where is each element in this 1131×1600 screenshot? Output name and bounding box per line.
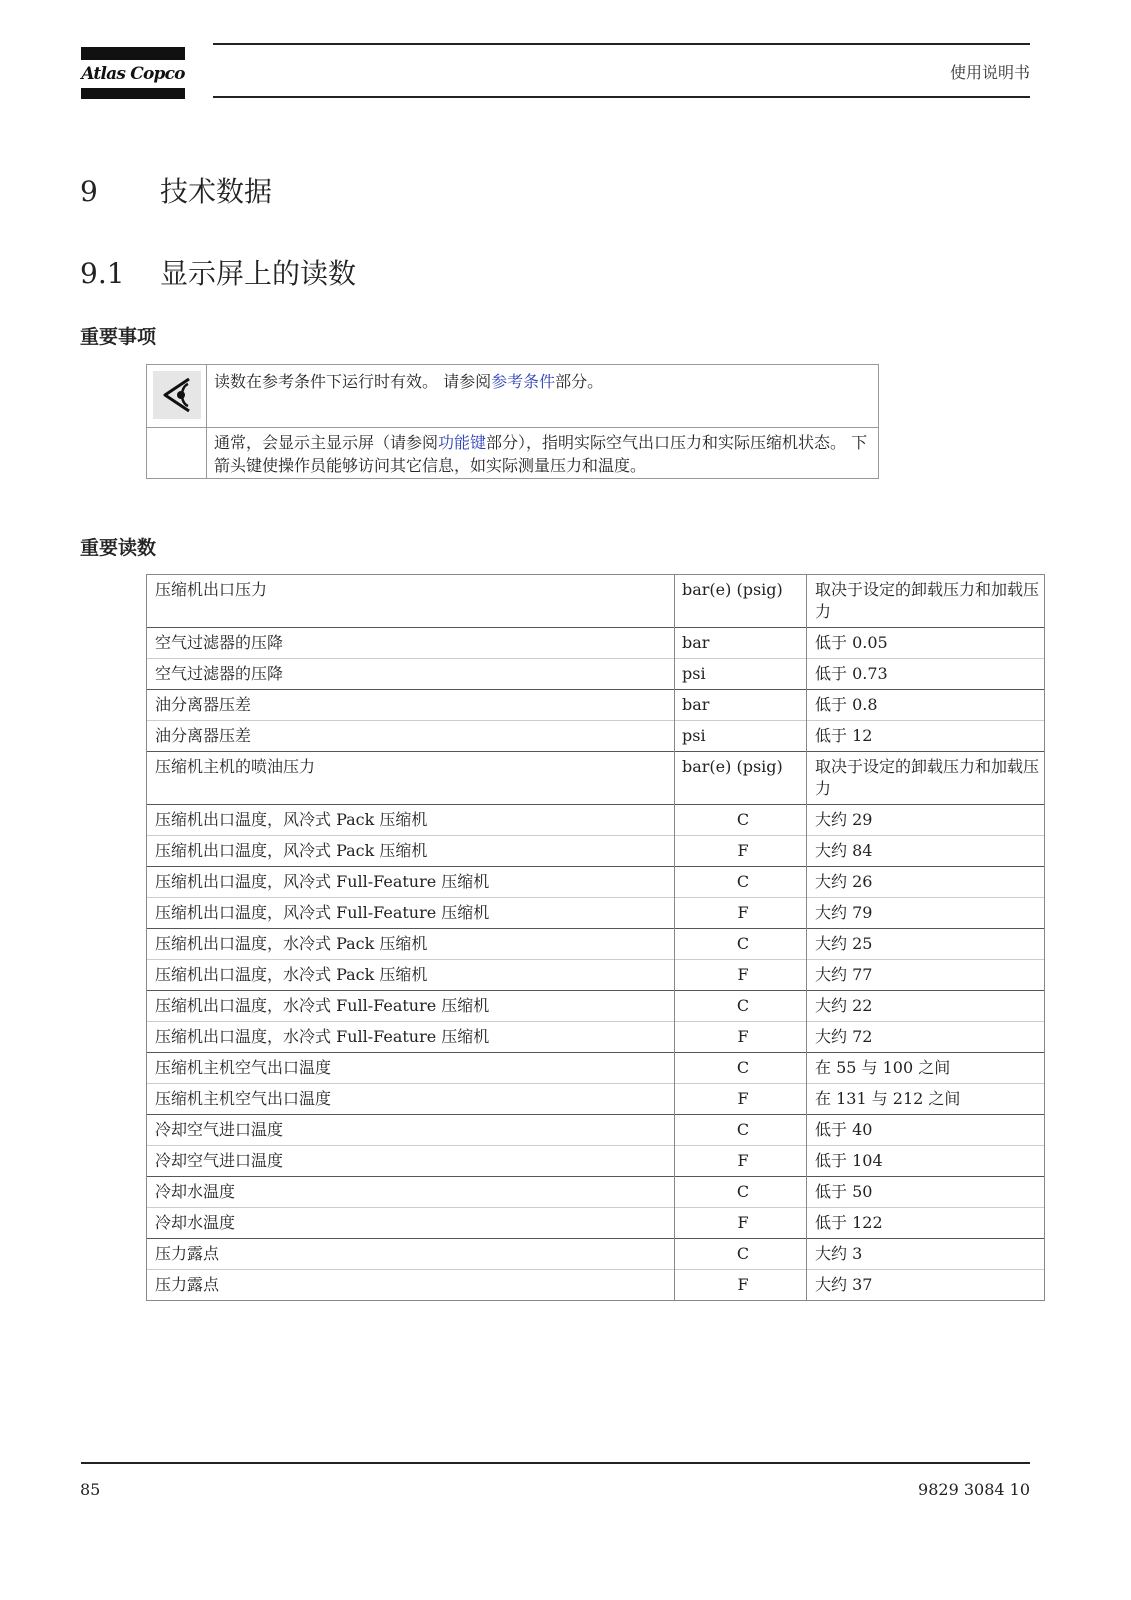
table-row bbox=[147, 690, 1045, 721]
section-heading bbox=[80, 252, 356, 292]
table-row bbox=[147, 929, 1045, 960]
reading-name: 压缩机出口温度，风冷式 Full-Feature 压缩机 bbox=[147, 867, 675, 898]
reading-unit: C bbox=[675, 1239, 807, 1270]
reading-value: 低于 0.73 bbox=[807, 659, 1045, 690]
table-row bbox=[147, 628, 1045, 659]
reading-unit: F bbox=[675, 836, 807, 867]
reading-name: 压缩机出口温度，风冷式 Full-Feature 压缩机 bbox=[147, 898, 675, 929]
reading-value: 大约 77 bbox=[807, 960, 1045, 991]
reading-name: 空气过滤器的压降 bbox=[147, 659, 675, 690]
logo-text: Atlas Copco bbox=[81, 64, 185, 84]
note1-text: 读数在参考条件下运行时有效。 请参阅 bbox=[214, 372, 492, 391]
reading-value: 大约 25 bbox=[807, 929, 1045, 960]
reading-name: 压缩机出口温度，水冷式 Full-Feature 压缩机 bbox=[147, 991, 675, 1022]
note1-suffix: 部分。 bbox=[555, 372, 604, 391]
reading-name: 压缩机出口温度，风冷式 Pack 压缩机 bbox=[147, 805, 675, 836]
table-row bbox=[147, 1115, 1045, 1146]
table-row bbox=[147, 867, 1045, 898]
table-row bbox=[147, 1084, 1045, 1115]
reading-name: 压缩机出口温度，风冷式 Pack 压缩机 bbox=[147, 836, 675, 867]
reading-name: 油分离器压差 bbox=[147, 721, 675, 752]
table-row bbox=[147, 1022, 1045, 1053]
reading-value: 大约 26 bbox=[807, 867, 1045, 898]
reading-unit: C bbox=[675, 1053, 807, 1084]
reading-value: 大约 79 bbox=[807, 898, 1045, 929]
reading-unit: F bbox=[675, 1084, 807, 1115]
notice-reference-conditions bbox=[214, 371, 874, 393]
table-row bbox=[147, 1239, 1045, 1270]
reading-unit: F bbox=[675, 898, 807, 929]
table-row bbox=[147, 991, 1045, 1022]
notice-column-divider bbox=[206, 365, 207, 478]
chapter-heading bbox=[80, 170, 272, 210]
reading-unit: bar(e) (psig) bbox=[675, 575, 807, 628]
notice-row-divider bbox=[147, 427, 878, 428]
table-row bbox=[147, 1208, 1045, 1239]
important-notes-heading: 重要事项 bbox=[80, 326, 157, 348]
reading-unit: psi bbox=[675, 659, 807, 690]
reading-value: 取决于设定的卸载压力和加载压力 bbox=[807, 575, 1045, 628]
reading-name: 冷却空气进口温度 bbox=[147, 1146, 675, 1177]
notice-main-display bbox=[214, 431, 879, 477]
reading-unit: F bbox=[675, 1022, 807, 1053]
table-row bbox=[147, 960, 1045, 991]
reading-unit: bar(e) (psig) bbox=[675, 752, 807, 805]
reading-value: 低于 0.05 bbox=[807, 628, 1045, 659]
reading-name: 冷却空气进口温度 bbox=[147, 1115, 675, 1146]
reading-name: 冷却水温度 bbox=[147, 1208, 675, 1239]
notice-box bbox=[146, 364, 879, 479]
eye-icon bbox=[153, 371, 201, 419]
reading-unit: C bbox=[675, 867, 807, 898]
reading-value: 低于 0.8 bbox=[807, 690, 1045, 721]
reading-name: 压缩机出口温度，水冷式 Pack 压缩机 bbox=[147, 960, 675, 991]
reading-name: 冷却水温度 bbox=[147, 1177, 675, 1208]
reading-value: 在 131 与 212 之间 bbox=[807, 1084, 1045, 1115]
table-row bbox=[147, 1146, 1045, 1177]
header-rule-bottom bbox=[213, 96, 1030, 98]
table-row bbox=[147, 1177, 1045, 1208]
reading-value: 低于 50 bbox=[807, 1177, 1045, 1208]
reading-name: 空气过滤器的压降 bbox=[147, 628, 675, 659]
note2-suffix: 部分），指明实际空气出口压力和实际压缩机状态。 下箭头键使操作员能够访问其它信息，如实际测量压力和温度。 bbox=[214, 433, 868, 475]
reading-value: 大约 84 bbox=[807, 836, 1045, 867]
reading-value: 取决于设定的卸载压力和加载压力 bbox=[807, 752, 1045, 805]
reading-value: 低于 122 bbox=[807, 1208, 1045, 1239]
note2-text: 通常，会显示主显示屏（请参阅 bbox=[214, 433, 439, 452]
page-number: 85 bbox=[80, 1480, 101, 1499]
table-row bbox=[147, 1270, 1045, 1301]
reading-name: 压缩机出口压力 bbox=[147, 575, 675, 628]
reading-unit: F bbox=[675, 1270, 807, 1301]
section-number: 9.1 bbox=[80, 257, 125, 290]
reference-conditions-link[interactable]: 参考条件 bbox=[491, 372, 556, 391]
reading-unit: C bbox=[675, 929, 807, 960]
reading-unit: bar bbox=[675, 690, 807, 721]
reading-unit: psi bbox=[675, 721, 807, 752]
table-row bbox=[147, 721, 1045, 752]
chapter-number: 9 bbox=[80, 175, 98, 208]
footer-rule bbox=[81, 1462, 1030, 1464]
reading-value: 大约 29 bbox=[807, 805, 1045, 836]
logo-bar-top bbox=[81, 47, 185, 60]
reading-unit: C bbox=[675, 1115, 807, 1146]
reading-unit: C bbox=[675, 805, 807, 836]
reading-unit: F bbox=[675, 1146, 807, 1177]
table-row bbox=[147, 752, 1045, 805]
logo-bar-bottom bbox=[81, 88, 185, 99]
table-row bbox=[147, 1053, 1045, 1084]
reading-name: 油分离器压差 bbox=[147, 690, 675, 721]
header-rule-top bbox=[213, 43, 1030, 45]
reading-unit: C bbox=[675, 1177, 807, 1208]
table-row bbox=[147, 898, 1045, 929]
readings-table bbox=[146, 574, 1045, 1301]
reading-value: 大约 72 bbox=[807, 1022, 1045, 1053]
document-type: 使用说明书 bbox=[949, 63, 1030, 82]
reading-unit: bar bbox=[675, 628, 807, 659]
reading-name: 压缩机主机空气出口温度 bbox=[147, 1053, 675, 1084]
reading-name: 压力露点 bbox=[147, 1239, 675, 1270]
table-row bbox=[147, 836, 1045, 867]
important-readings-heading: 重要读数 bbox=[80, 537, 157, 559]
section-title: 显示屏上的读数 bbox=[160, 257, 357, 290]
chapter-title: 技术数据 bbox=[160, 175, 273, 208]
reading-name: 压缩机出口温度，水冷式 Pack 压缩机 bbox=[147, 929, 675, 960]
reading-value: 低于 104 bbox=[807, 1146, 1045, 1177]
reading-value: 低于 40 bbox=[807, 1115, 1045, 1146]
table-row bbox=[147, 659, 1045, 690]
atlas-copco-logo bbox=[81, 47, 185, 99]
reading-value: 在 55 与 100 之间 bbox=[807, 1053, 1045, 1084]
document-number: 9829 3084 10 bbox=[918, 1480, 1030, 1499]
reading-name: 压缩机出口温度，水冷式 Full-Feature 压缩机 bbox=[147, 1022, 675, 1053]
reading-value: 大约 3 bbox=[807, 1239, 1045, 1270]
reading-name: 压缩机主机空气出口温度 bbox=[147, 1084, 675, 1115]
table-row bbox=[147, 805, 1045, 836]
table-row bbox=[147, 575, 1045, 628]
reading-value: 大约 22 bbox=[807, 991, 1045, 1022]
reading-unit: C bbox=[675, 991, 807, 1022]
reading-unit: F bbox=[675, 960, 807, 991]
function-keys-link[interactable]: 功能键 bbox=[438, 433, 487, 452]
reading-value: 低于 12 bbox=[807, 721, 1045, 752]
reading-name: 压缩机主机的喷油压力 bbox=[147, 752, 675, 805]
reading-name: 压力露点 bbox=[147, 1270, 675, 1301]
reading-unit: F bbox=[675, 1208, 807, 1239]
reading-value: 大约 37 bbox=[807, 1270, 1045, 1301]
